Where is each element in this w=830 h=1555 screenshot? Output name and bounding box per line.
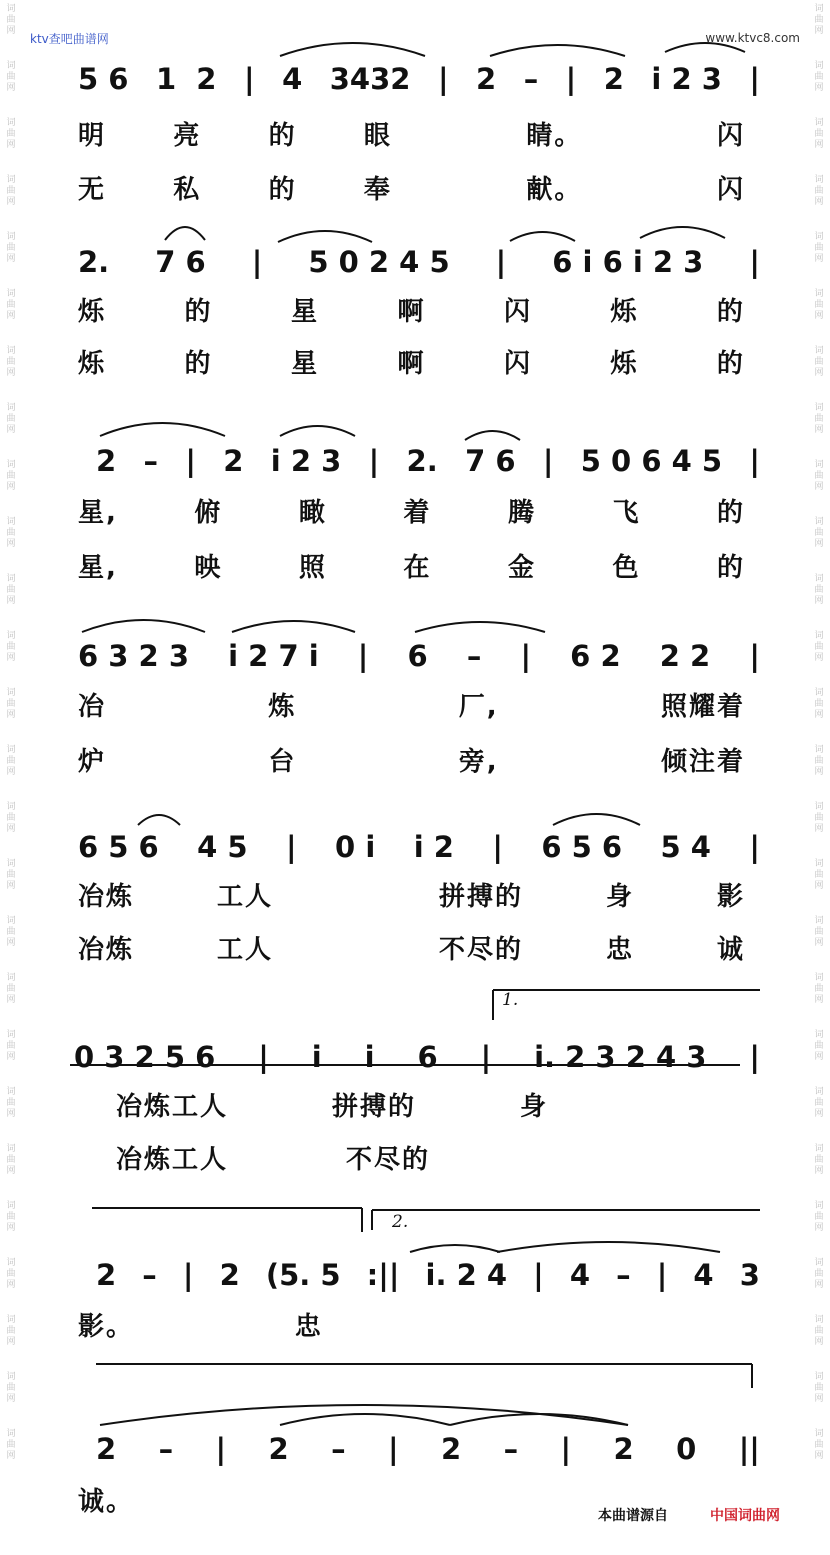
side-watermark-tile: 词曲网: [814, 1087, 824, 1119]
note-group: –: [331, 1432, 346, 1466]
side-watermark-tile: 词曲网: [6, 1429, 16, 1461]
lyric-word: 眼: [363, 120, 392, 151]
side-watermark-tile: 词曲网: [6, 1372, 16, 1404]
note-group: 0 3 2 5 6: [74, 1040, 216, 1074]
side-watermark-tile: 词曲网: [814, 232, 824, 264]
barline: |: [388, 1432, 399, 1466]
lyric-word: 倾注着: [660, 746, 745, 777]
lyric-word: 冶炼工人: [116, 1091, 229, 1122]
note-group: 2: [96, 1258, 117, 1292]
lyric-word: 亮: [173, 120, 202, 151]
barline: |: [749, 1040, 760, 1074]
barline: |: [533, 1258, 544, 1292]
lyric-word: 冶: [78, 691, 107, 722]
lyric-word: 的: [716, 296, 745, 327]
note-group: 2: [96, 444, 117, 478]
side-watermark-tile: 词曲网: [6, 118, 16, 150]
note-group: 2: [223, 444, 244, 478]
lyric-word: 烁: [78, 296, 107, 327]
note-group: 6: [407, 639, 428, 673]
side-watermark-tile: 词曲网: [6, 61, 16, 93]
lyric-word: 身: [605, 881, 634, 912]
barline: |: [492, 830, 503, 864]
side-watermark-tile: 词曲网: [814, 61, 824, 93]
lyric-word: 的: [268, 120, 297, 151]
note-group: i. 2 3 2 4 3: [534, 1040, 707, 1074]
lyric-word: 影。: [78, 1311, 135, 1342]
side-watermark-tile: 词曲网: [6, 1258, 16, 1290]
note-group: 4: [282, 62, 303, 96]
side-watermark-tile: 词曲网: [814, 1030, 824, 1062]
side-watermark-tile: 词曲网: [6, 403, 16, 435]
lyric-word: 闪: [503, 348, 532, 379]
barline: |: [357, 639, 369, 673]
lyric-word: 照耀着: [660, 691, 745, 722]
barline: |: [480, 1040, 492, 1074]
note-group: 2: [96, 1432, 117, 1466]
side-watermark-tile: 词曲网: [6, 460, 16, 492]
barline: |: [215, 1432, 227, 1466]
note-group: 5 0 2 4 5: [308, 245, 450, 279]
side-watermark-tile: 词曲网: [6, 517, 16, 549]
lyric-word: 厂,: [458, 691, 499, 722]
side-watermark-tile: 词曲网: [6, 745, 16, 777]
slur: [450, 1414, 628, 1425]
note-group: 4 5: [197, 830, 248, 864]
side-watermark-tile: 词曲网: [814, 517, 824, 549]
note-group: 3432: [329, 62, 411, 96]
note-group: 7 6: [465, 444, 516, 478]
slur: [553, 814, 640, 825]
side-watermark-tile: 词曲网: [6, 973, 16, 1005]
barline: |: [185, 444, 196, 478]
note-group: i 2 3: [270, 444, 342, 478]
lyric-word: 星: [290, 296, 319, 327]
side-watermark-tile: 词曲网: [814, 346, 824, 378]
note-group: i 2 7 i: [228, 639, 319, 673]
note-group: 4: [693, 1258, 714, 1292]
note-group: 6 3 2 3: [78, 639, 190, 673]
slur: [100, 423, 225, 436]
barline: |: [749, 830, 760, 864]
note-group: 2: [603, 62, 624, 96]
lyric-word: 忠: [294, 1311, 323, 1342]
lyric-word: 旁,: [458, 746, 499, 777]
barline: |: [749, 639, 760, 673]
lyric-word: 诚。: [78, 1486, 135, 1517]
lyric-word: 不尽的: [438, 934, 523, 965]
side-watermark-tile: 词曲网: [6, 1087, 16, 1119]
lyric-word: 星,: [78, 497, 118, 528]
side-watermark-tile: 词曲网: [814, 460, 824, 492]
lyric-word: 烁: [610, 348, 639, 379]
lyric-word: 啊: [397, 296, 426, 327]
lyric-word: 身: [519, 1091, 548, 1122]
side-watermark-tile: 词曲网: [6, 346, 16, 378]
side-watermark-tile: 词曲网: [814, 403, 824, 435]
side-watermark-tile: 词曲网: [6, 289, 16, 321]
side-watermark-tile: 词曲网: [814, 574, 824, 606]
side-watermark-tile: 词曲网: [814, 1258, 824, 1290]
lyric-word: 烁: [78, 348, 107, 379]
lyric-word: 的: [716, 497, 745, 528]
note-group: 7 6: [155, 245, 206, 279]
barline: :||: [366, 1258, 400, 1292]
note-group: –: [523, 62, 539, 96]
lyric-word: 工人: [217, 934, 274, 965]
lyric-word: 忠: [605, 934, 634, 965]
side-watermark-tile: 词曲网: [6, 1030, 16, 1062]
side-watermark-tile: 词曲网: [814, 745, 824, 777]
barline: |: [749, 245, 760, 279]
note-group: 1 2: [155, 62, 217, 96]
note-group: i 2: [413, 830, 454, 864]
lyric-word: 不尽的: [346, 1144, 431, 1175]
source-label: 本曲谱源自: [598, 1508, 668, 1524]
lyric-word: 的: [184, 296, 213, 327]
barline: |: [495, 245, 507, 279]
note-group: 2: [476, 62, 497, 96]
barline: |: [251, 245, 263, 279]
lyric-word: 色: [612, 552, 641, 583]
side-watermark-tile: 词曲网: [6, 1144, 16, 1176]
side-watermark-tile: 词曲网: [814, 1315, 824, 1347]
side-watermark-tile: 词曲网: [814, 1144, 824, 1176]
note-group: 6: [417, 1040, 438, 1074]
slur: [497, 1242, 720, 1252]
lyric-word: 影: [716, 881, 745, 912]
lyric-word: 炉: [78, 746, 107, 777]
lyric-word: 私: [173, 174, 202, 205]
barline: |: [437, 62, 449, 96]
barline: |: [243, 62, 255, 96]
note-group: 6 i 6 i 2 3: [552, 245, 704, 279]
note-group: 5 6: [78, 62, 129, 96]
lyric-word: 无: [78, 174, 107, 205]
note-group: i 2 3: [651, 62, 722, 96]
note-group: 4: [569, 1258, 591, 1292]
lyric-word: 拼搏的: [331, 1091, 416, 1122]
note-group: i: [364, 1040, 375, 1074]
note-group: 3: [739, 1258, 760, 1292]
slur: [510, 232, 575, 241]
side-watermark-tile: 词曲网: [6, 916, 16, 948]
lyric-word: 烁: [610, 296, 639, 327]
lyric-word: 腾: [507, 497, 536, 528]
lyric-word: 金: [507, 552, 536, 583]
volta-number: 1.: [502, 990, 519, 1010]
side-watermark-tile: 词曲网: [6, 688, 16, 720]
slur: [465, 431, 520, 440]
lyric-word: 睛。: [526, 120, 583, 151]
slur: [138, 815, 180, 825]
side-watermark-tile: 词曲网: [6, 175, 16, 207]
note-group: 2.: [78, 245, 110, 279]
site-watermark-left: ktv查吧曲谱网: [30, 32, 109, 46]
slur: [280, 426, 355, 436]
side-watermark-tile: 词曲网: [6, 1201, 16, 1233]
lyric-word: 俯: [194, 497, 223, 528]
lyric-word: 明: [78, 120, 107, 151]
side-watermark-tile: 词曲网: [814, 916, 824, 948]
note-group: –: [158, 1432, 174, 1466]
lyric-word: 星,: [78, 552, 118, 583]
lyric-word: 啊: [397, 348, 426, 379]
lyric-word: 闪: [716, 120, 745, 151]
barline: |: [749, 444, 760, 478]
side-watermark-tile: 词曲网: [6, 4, 16, 36]
note-group: 0: [676, 1432, 697, 1466]
note-group: i. 2 4: [425, 1258, 508, 1292]
lyric-word: 星: [290, 348, 319, 379]
note-group: –: [503, 1432, 519, 1466]
side-watermark-tile: 词曲网: [814, 688, 824, 720]
barline: |: [656, 1258, 668, 1292]
lyric-word: 映: [194, 552, 223, 583]
barline: |: [565, 62, 577, 96]
lyric-word: 照: [298, 552, 327, 583]
side-watermark-tile: 词曲网: [6, 631, 16, 663]
lyric-word: 的: [184, 348, 213, 379]
note-group: 5 0 6 4 5: [580, 444, 723, 478]
side-watermark-tile: 词曲网: [814, 1201, 824, 1233]
lyric-word: 冶炼工人: [116, 1144, 229, 1175]
lyric-word: 的: [716, 348, 745, 379]
barline: ||: [738, 1432, 760, 1466]
lyric-word: 工人: [217, 881, 274, 912]
side-watermark-tile: 词曲网: [814, 973, 824, 1005]
side-watermark-tile: 词曲网: [814, 1429, 824, 1461]
side-watermark-tile: 词曲网: [6, 859, 16, 891]
side-watermark-tile: 词曲网: [814, 1372, 824, 1404]
side-watermark-tile: 词曲网: [6, 802, 16, 834]
barline: |: [520, 639, 532, 673]
note-group: 2.: [406, 444, 438, 478]
lyric-word: 着: [403, 497, 432, 528]
lyric-word: 闪: [716, 174, 745, 205]
note-group: 2: [219, 1258, 240, 1292]
site-watermark-right: www.ktvc8.com: [705, 31, 800, 45]
slur: [280, 43, 425, 56]
side-watermark-tile: 词曲网: [814, 118, 824, 150]
note-group: i: [311, 1040, 322, 1074]
lyric-word: 在: [403, 552, 432, 583]
side-watermark-tile: 词曲网: [814, 859, 824, 891]
slur: [278, 231, 372, 242]
note-group: 6 5 6: [541, 830, 623, 864]
slur: [232, 621, 355, 632]
note-group: 6 5 6: [78, 830, 159, 864]
lyric-word: 奉: [363, 174, 392, 205]
lyric-word: 拼搏的: [438, 881, 523, 912]
slur: [640, 227, 725, 238]
side-watermark-tile: 词曲网: [814, 4, 824, 36]
lyric-word: 台: [268, 746, 297, 777]
note-group: 2: [441, 1432, 462, 1466]
side-watermark-tile: 词曲网: [814, 631, 824, 663]
note-group: 2: [613, 1432, 634, 1466]
lyric-word: 献。: [526, 174, 583, 205]
slur: [490, 45, 625, 56]
slur: [280, 1414, 450, 1425]
note-group: (5. 5: [265, 1258, 341, 1292]
note-group: 2: [268, 1432, 289, 1466]
slur: [665, 43, 745, 52]
lyric-word: 闪: [503, 296, 532, 327]
note-group: –: [142, 1258, 157, 1292]
note-group: –: [143, 444, 159, 478]
slur: [82, 620, 205, 632]
lyric-word: 诚: [716, 934, 745, 965]
lyric-word: 冶炼: [78, 881, 135, 912]
volta-number: 2.: [392, 1212, 409, 1232]
slur: [415, 622, 545, 632]
side-watermark-tile: 词曲网: [6, 574, 16, 606]
source-site-link[interactable]: 中国词曲网: [710, 1508, 780, 1524]
side-watermark-tile: 词曲网: [6, 232, 16, 264]
lyric-word: 瞰: [298, 497, 327, 528]
lyric-word: 的: [716, 552, 745, 583]
barline: |: [560, 1432, 572, 1466]
side-watermark-tile: 词曲网: [814, 175, 824, 207]
lyric-word: 炼: [268, 691, 297, 722]
side-watermark-tile: 词曲网: [814, 289, 824, 321]
note-group: 6 2: [570, 639, 621, 673]
lyric-word: 冶炼: [78, 934, 135, 965]
lyric-word: 的: [268, 174, 297, 205]
note-group: 2 2: [659, 639, 711, 673]
barline: |: [258, 1040, 269, 1074]
note-group: –: [616, 1258, 631, 1292]
barline: |: [542, 444, 554, 478]
barline: |: [286, 830, 297, 864]
barline: |: [182, 1258, 194, 1292]
slur: [410, 1245, 500, 1252]
note-group: –: [466, 639, 482, 673]
note-group: 0 i: [335, 830, 376, 864]
side-watermark-tile: 词曲网: [814, 802, 824, 834]
side-watermark-tile: 词曲网: [6, 1315, 16, 1347]
barline: |: [368, 444, 380, 478]
note-group: 5 4: [660, 830, 711, 864]
lyric-word: 飞: [612, 497, 641, 528]
barline: |: [749, 62, 760, 96]
slur: [165, 227, 205, 240]
